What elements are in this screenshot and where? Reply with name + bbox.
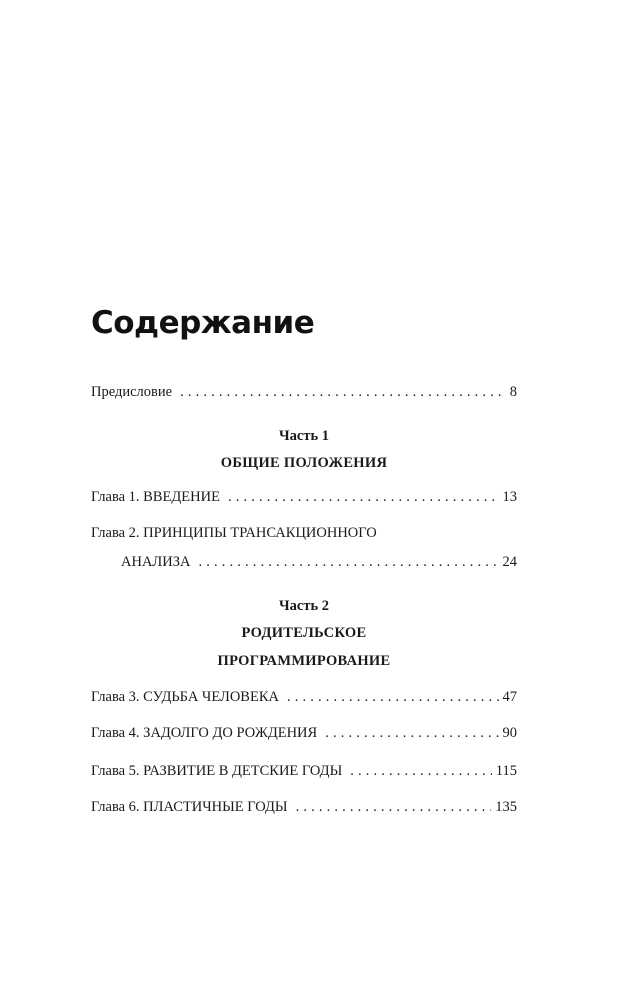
- part-label: Часть 2: [279, 598, 329, 614]
- dot-leader: [198, 551, 498, 573]
- dot-leader: [180, 381, 506, 403]
- part-title: ОБЩИЕ ПОЛОЖЕНИЯ: [220, 455, 388, 471]
- toc-entry-chapter-1[interactable]: [91, 486, 517, 508]
- toc-entry-chapter-2-continued[interactable]: [121, 551, 517, 573]
- part-title: ПРОГРАММИРОВАНИЕ: [217, 653, 391, 669]
- toc-page-number: 47: [502, 689, 517, 705]
- toc-page-number: 115: [495, 763, 517, 779]
- toc-page-number: 13: [502, 489, 517, 505]
- toc-entry-title: Глава 6. ПЛАСТИЧНЫЕ ГОДЫ: [91, 799, 288, 815]
- dot-leader: [287, 686, 499, 708]
- toc-entry-title: Глава 1. ВВЕДЕНИЕ: [91, 489, 220, 505]
- toc-page-number: 8: [509, 384, 517, 400]
- toc-entry-chapter-2[interactable]: [91, 522, 377, 544]
- toc-entry-title: Глава 4. ЗАДОЛГО ДО РОЖДЕНИЯ: [91, 725, 318, 741]
- toc-entry-title: Глава 3. СУДЬБА ЧЕЛОВЕКА: [91, 689, 279, 705]
- page-title: Содержание: [91, 305, 315, 341]
- toc-entry-chapter-5[interactable]: [91, 760, 517, 782]
- toc-page-number: 135: [495, 799, 517, 815]
- part-title: РОДИТЕЛЬСКОЕ: [241, 625, 367, 641]
- toc-entry-title: Предисловие: [91, 384, 173, 400]
- toc-entry-preface[interactable]: [91, 381, 517, 403]
- dot-leader: [350, 760, 492, 782]
- dot-leader: [228, 486, 499, 508]
- toc-entry-chapter-6[interactable]: [91, 796, 517, 818]
- toc-entry-title-continued: АНАЛИЗА: [121, 554, 191, 570]
- toc-entry-chapter-3[interactable]: [91, 686, 517, 708]
- toc-entry-chapter-4[interactable]: [91, 722, 517, 744]
- toc-page-number: 90: [502, 725, 517, 741]
- toc-entry-title: Глава 5. РАЗВИТИЕ В ДЕТСКИЕ ГОДЫ: [91, 763, 343, 779]
- toc-page-number: 24: [502, 554, 517, 570]
- toc-entry-title: Глава 2. ПРИНЦИПЫ ТРАНСАКЦИОННОГО: [91, 525, 377, 541]
- dot-leader: [296, 796, 492, 818]
- part-label: Часть 1: [279, 428, 329, 444]
- dot-leader: [325, 722, 498, 744]
